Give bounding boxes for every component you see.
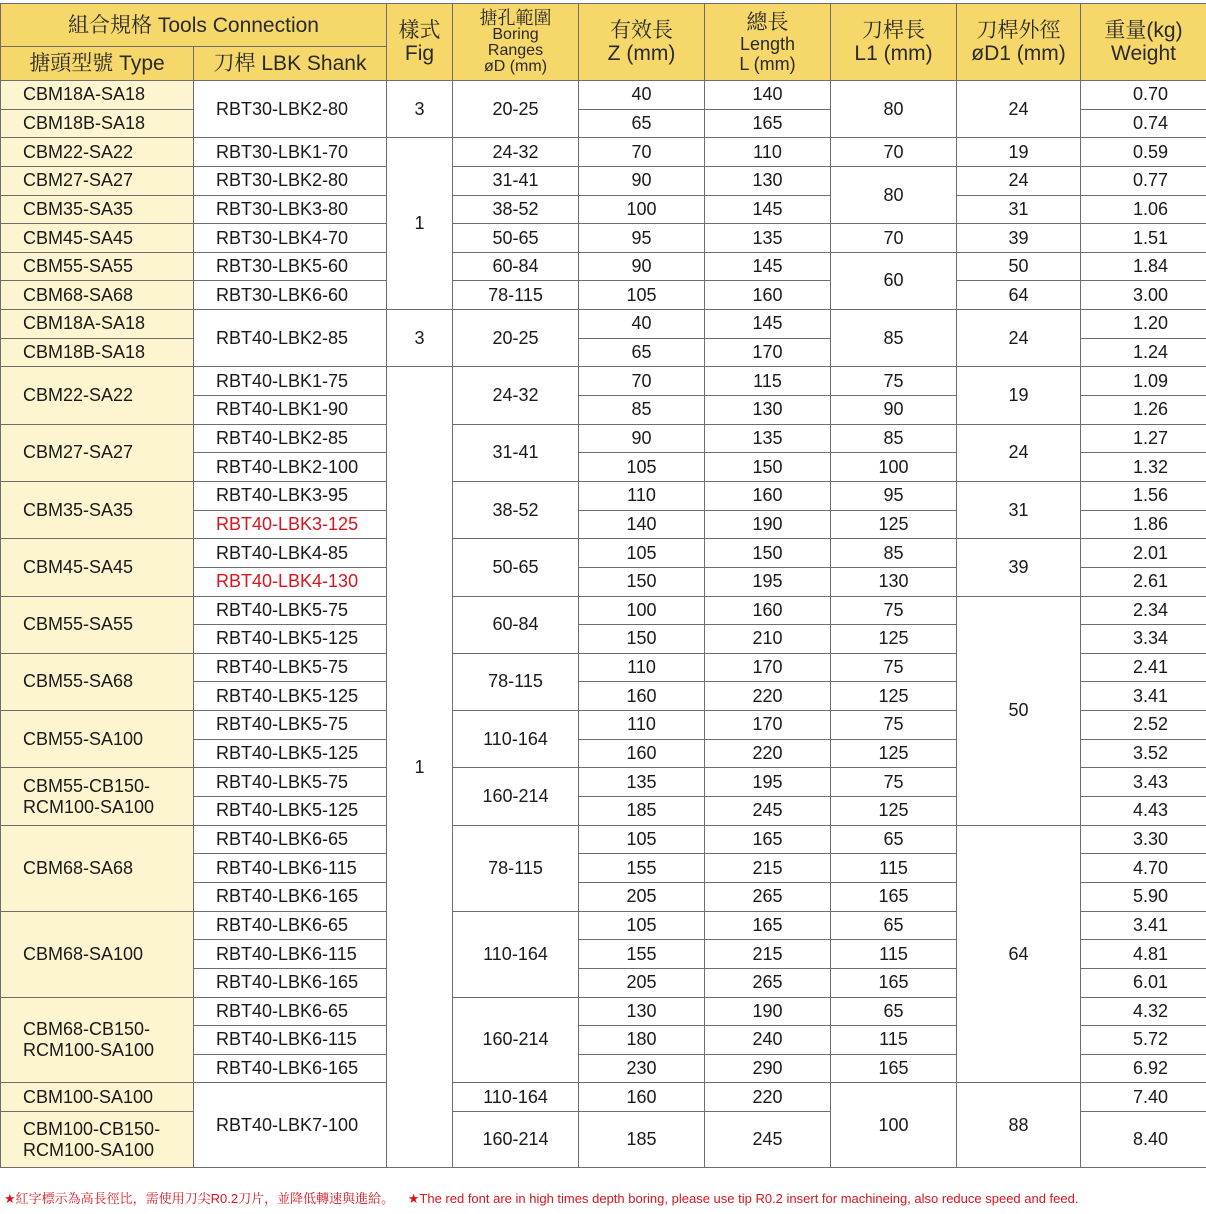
- table-row: [1, 1083, 1206, 1112]
- d1-cell: 19: [957, 367, 1081, 424]
- table-row: [1, 481, 1206, 510]
- z-cell: 110: [579, 481, 705, 510]
- weight-cell: 1.27: [1081, 424, 1206, 453]
- shank-header: 刀桿 LBK Shank: [194, 47, 387, 81]
- weight-cell: 6.92: [1081, 1054, 1206, 1083]
- boring-cell: 31-41: [453, 424, 579, 481]
- length-cell: 170: [705, 653, 831, 682]
- l1-header-en: L1 (mm): [854, 42, 933, 65]
- d1-cell: 19: [957, 138, 1081, 167]
- l1-cell: 95: [831, 481, 957, 510]
- boring-header-cn: 搪孔範圍: [479, 8, 552, 28]
- length-cell: 265: [705, 882, 831, 911]
- l1-cell: 115: [831, 940, 957, 969]
- shank-cell: RBT40-LBK5-125: [194, 739, 387, 768]
- table-row: [1, 539, 1206, 568]
- shank-cell: RBT30-LBK2-80: [194, 81, 387, 138]
- type-cell: CBM22-SA22: [1, 367, 194, 424]
- shank-cell: RBT40-LBK1-75: [194, 367, 387, 396]
- length-cell: 145: [705, 310, 831, 339]
- boring-cell: 24-32: [453, 367, 579, 424]
- table-row: [1, 596, 1206, 625]
- d1-cell: 31: [957, 195, 1081, 224]
- type-cell: CBM27-SA27: [1, 166, 194, 195]
- z-cell: 150: [579, 567, 705, 596]
- weight-header-cn: 重量(kg): [1104, 19, 1183, 42]
- z-cell: 110: [579, 653, 705, 682]
- type-cell: CBM55-SA55: [1, 596, 194, 653]
- z-cell: 40: [579, 310, 705, 339]
- l1-cell: 115: [831, 854, 957, 883]
- shank-cell-highlight: RBT40-LBK3-125: [194, 510, 387, 539]
- boring-header-unit: øD (mm): [483, 58, 548, 75]
- length-cell: 145: [705, 195, 831, 224]
- type-line: RCM100-SA100: [23, 1039, 155, 1060]
- z-cell: 230: [579, 1054, 705, 1083]
- shank-cell: RBT30-LBK5-60: [194, 252, 387, 281]
- z-cell: 105: [579, 453, 705, 482]
- shank-cell: RBT40-LBK2-85: [194, 424, 387, 453]
- type-cell: CBM55-SA68: [1, 653, 194, 710]
- d1-cell: 24: [957, 424, 1081, 481]
- weight-cell: 2.52: [1081, 711, 1206, 740]
- z-cell: 185: [579, 797, 705, 826]
- table-row: [1, 424, 1206, 453]
- length-cell: 150: [705, 539, 831, 568]
- table-row: [1, 310, 1206, 339]
- l1-cell: 125: [831, 797, 957, 826]
- type-cell: CBM35-SA35: [1, 195, 194, 224]
- type-cell: CBM68-SA68: [1, 825, 194, 911]
- d1-cell: 24: [957, 81, 1081, 138]
- z-cell: 105: [579, 281, 705, 310]
- length-header-unit: L (mm): [739, 53, 796, 74]
- z-cell: 160: [579, 1083, 705, 1112]
- length-header-en: Length: [739, 33, 796, 54]
- weight-cell: 3.41: [1081, 911, 1206, 940]
- z-cell: 95: [579, 224, 705, 253]
- z-cell: 160: [579, 739, 705, 768]
- weight-cell: 1.09: [1081, 367, 1206, 396]
- weight-cell: 3.52: [1081, 739, 1206, 768]
- footnote-en: ★The red font are in high times depth boring, please use tip R0.2 insert for machineing, also reduce speed and feed.: [407, 1191, 1079, 1206]
- weight-cell: 5.72: [1081, 1026, 1206, 1055]
- l1-cell: 100: [831, 1083, 957, 1168]
- weight-cell: 3.43: [1081, 768, 1206, 797]
- boring-cell: 20-25: [453, 310, 579, 367]
- boring-cell: 78-115: [453, 281, 579, 310]
- shank-cell: RBT40-LBK2-100: [194, 453, 387, 482]
- weight-cell: 0.77: [1081, 166, 1206, 195]
- length-header: [705, 4, 831, 81]
- length-cell: 115: [705, 367, 831, 396]
- z-header: [579, 4, 705, 81]
- boring-cell: 160-214: [453, 768, 579, 825]
- z-cell: 40: [579, 81, 705, 110]
- z-cell: 135: [579, 768, 705, 797]
- d1-cell: 24: [957, 310, 1081, 367]
- length-cell: 165: [705, 911, 831, 940]
- z-cell: 100: [579, 195, 705, 224]
- boring-cell: 60-84: [453, 252, 579, 281]
- footnote: [4, 1188, 1204, 1207]
- shank-cell: RBT40-LBK6-65: [194, 911, 387, 940]
- length-cell: 160: [705, 281, 831, 310]
- z-header-en: Z (mm): [607, 42, 676, 65]
- boring-cell: 160-214: [453, 1112, 579, 1168]
- shank-cell: RBT40-LBK6-165: [194, 882, 387, 911]
- length-cell: 130: [705, 396, 831, 425]
- z-cell: 90: [579, 424, 705, 453]
- type-line: CBM100-CB150-: [23, 1118, 161, 1139]
- z-cell: 205: [579, 968, 705, 997]
- weight-cell: 6.01: [1081, 968, 1206, 997]
- table-row: [1, 252, 1206, 281]
- length-cell: 215: [705, 940, 831, 969]
- weight-cell: 5.90: [1081, 882, 1206, 911]
- l1-cell: 65: [831, 825, 957, 854]
- shank-cell: RBT40-LBK6-115: [194, 940, 387, 969]
- l1-cell: 85: [831, 310, 957, 367]
- length-cell: 265: [705, 968, 831, 997]
- d1-cell: 39: [957, 539, 1081, 596]
- type-cell: [1, 768, 194, 825]
- z-cell: 105: [579, 911, 705, 940]
- z-cell: 70: [579, 138, 705, 167]
- table-row: [1, 166, 1206, 195]
- boring-cell: 110-164: [453, 911, 579, 997]
- weight-cell: 1.56: [1081, 481, 1206, 510]
- d1-header: [957, 4, 1081, 81]
- d1-cell: 39: [957, 224, 1081, 253]
- length-cell: 135: [705, 224, 831, 253]
- d1-cell: 50: [957, 252, 1081, 281]
- boring-cell: 38-52: [453, 481, 579, 538]
- l1-cell: 165: [831, 1054, 957, 1083]
- fig-header: [387, 4, 453, 81]
- shank-cell: RBT40-LBK6-165: [194, 1054, 387, 1083]
- tools-connection-header: 組合規格 Tools Connection: [1, 4, 387, 47]
- fig-header-en: Fig: [404, 42, 435, 65]
- d1-header-en: øD1 (mm): [971, 42, 1066, 65]
- d1-cell: 64: [957, 825, 1081, 1083]
- type-cell: [1, 1112, 194, 1168]
- type-line: RCM100-SA100: [23, 796, 155, 817]
- shank-cell: RBT30-LBK6-60: [194, 281, 387, 310]
- length-cell: 245: [705, 797, 831, 826]
- length-cell: 245: [705, 1112, 831, 1168]
- d1-header-cn: 刀桿外徑: [976, 19, 1061, 42]
- length-cell: 195: [705, 567, 831, 596]
- z-cell: 85: [579, 396, 705, 425]
- l1-cell: 90: [831, 396, 957, 425]
- type-cell: CBM22-SA22: [1, 138, 194, 167]
- type-cell: CBM45-SA45: [1, 539, 194, 596]
- type-cell: CBM18B-SA18: [1, 109, 194, 138]
- l1-cell: 100: [831, 453, 957, 482]
- table-row: [1, 138, 1206, 167]
- shank-cell: RBT30-LBK1-70: [194, 138, 387, 167]
- l1-cell: 125: [831, 625, 957, 654]
- z-cell: 70: [579, 367, 705, 396]
- z-cell: 105: [579, 539, 705, 568]
- l1-cell: 130: [831, 567, 957, 596]
- type-line: CBM68-CB150-: [23, 1018, 151, 1039]
- boring-cell: 60-84: [453, 596, 579, 653]
- length-cell: 110: [705, 138, 831, 167]
- weight-cell: 3.41: [1081, 682, 1206, 711]
- l1-cell: 125: [831, 739, 957, 768]
- boring-cell: 78-115: [453, 825, 579, 911]
- z-cell: 185: [579, 1112, 705, 1168]
- fig-cell: 1: [387, 367, 453, 1168]
- weight-cell: 4.32: [1081, 997, 1206, 1026]
- shank-cell: RBT40-LBK6-115: [194, 854, 387, 883]
- z-cell: 65: [579, 338, 705, 367]
- shank-cell: RBT40-LBK3-95: [194, 481, 387, 510]
- weight-cell: 0.70: [1081, 81, 1206, 110]
- weight-cell: 1.51: [1081, 224, 1206, 253]
- type-cell: CBM55-SA100: [1, 711, 194, 768]
- l1-cell: 80: [831, 166, 957, 223]
- l1-cell: 115: [831, 1026, 957, 1055]
- d1-cell: 31: [957, 481, 1081, 538]
- type-line: RCM100-SA100: [23, 1139, 155, 1160]
- d1-cell: 88: [957, 1083, 1081, 1168]
- l1-cell: 75: [831, 653, 957, 682]
- type-cell: CBM55-SA55: [1, 252, 194, 281]
- weight-cell: 1.86: [1081, 510, 1206, 539]
- tools-connection-table: [0, 3, 1206, 1168]
- length-cell: 145: [705, 252, 831, 281]
- type-cell: CBM35-SA35: [1, 481, 194, 538]
- weight-cell: 2.34: [1081, 596, 1206, 625]
- shank-cell: RBT40-LBK5-125: [194, 625, 387, 654]
- length-cell: 190: [705, 510, 831, 539]
- shank-cell: RBT40-LBK6-65: [194, 997, 387, 1026]
- d1-cell: 64: [957, 281, 1081, 310]
- fig-cell: 1: [387, 138, 453, 310]
- type-line: CBM55-CB150-: [23, 775, 151, 796]
- weight-cell: 4.81: [1081, 940, 1206, 969]
- shank-cell: RBT40-LBK5-125: [194, 797, 387, 826]
- weight-cell: 7.40: [1081, 1083, 1206, 1112]
- shank-cell: RBT30-LBK3-80: [194, 195, 387, 224]
- z-cell: 155: [579, 940, 705, 969]
- l1-cell: 75: [831, 367, 957, 396]
- shank-cell: RBT40-LBK5-75: [194, 711, 387, 740]
- boring-cell: 20-25: [453, 81, 579, 138]
- weight-cell: 1.24: [1081, 338, 1206, 367]
- z-cell: 160: [579, 682, 705, 711]
- l1-cell: 125: [831, 682, 957, 711]
- weight-cell: 1.84: [1081, 252, 1206, 281]
- length-cell: 165: [705, 109, 831, 138]
- l1-cell: 165: [831, 968, 957, 997]
- z-cell: 205: [579, 882, 705, 911]
- table-row: [1, 195, 1206, 224]
- shank-cell-highlight: RBT40-LBK4-130: [194, 567, 387, 596]
- table-row: [1, 81, 1206, 110]
- weight-header: [1081, 4, 1206, 81]
- weight-cell: 2.01: [1081, 539, 1206, 568]
- length-cell: 160: [705, 481, 831, 510]
- shank-cell: RBT30-LBK4-70: [194, 224, 387, 253]
- z-cell: 150: [579, 625, 705, 654]
- shank-cell: RBT40-LBK1-90: [194, 396, 387, 425]
- l1-cell: 85: [831, 424, 957, 453]
- table-row: [1, 367, 1206, 396]
- shank-cell: RBT40-LBK5-75: [194, 653, 387, 682]
- weight-cell: 3.00: [1081, 281, 1206, 310]
- z-cell: 155: [579, 854, 705, 883]
- shank-cell: RBT40-LBK4-85: [194, 539, 387, 568]
- shank-cell: RBT40-LBK5-125: [194, 682, 387, 711]
- boring-cell: 31-41: [453, 166, 579, 195]
- length-cell: 130: [705, 166, 831, 195]
- table-row: [1, 281, 1206, 310]
- boring-cell: 160-214: [453, 997, 579, 1083]
- shank-cell: RBT40-LBK6-115: [194, 1026, 387, 1055]
- weight-cell: 1.26: [1081, 396, 1206, 425]
- weight-cell: 1.32: [1081, 453, 1206, 482]
- fig-header-cn: 樣式: [398, 19, 441, 42]
- l1-cell: 125: [831, 510, 957, 539]
- l1-cell: 70: [831, 224, 957, 253]
- z-header-cn: 有效長: [610, 19, 673, 42]
- length-cell: 170: [705, 711, 831, 740]
- length-cell: 220: [705, 739, 831, 768]
- length-cell: 220: [705, 682, 831, 711]
- boring-header-en1: Boring: [492, 26, 539, 43]
- l1-cell: 75: [831, 768, 957, 797]
- length-cell: 195: [705, 768, 831, 797]
- weight-cell: 4.43: [1081, 797, 1206, 826]
- weight-cell: 3.34: [1081, 625, 1206, 654]
- type-cell: [1, 997, 194, 1083]
- shank-cell: RBT40-LBK6-65: [194, 825, 387, 854]
- footnote-cn: ★紅字標示為高長徑比，需使用刀尖R0.2刀片，並降低轉速與進給。: [4, 1191, 395, 1206]
- shank-cell: RBT40-LBK5-75: [194, 596, 387, 625]
- l1-cell: 70: [831, 138, 957, 167]
- length-cell: 215: [705, 854, 831, 883]
- z-cell: 105: [579, 825, 705, 854]
- boring-cell: 24-32: [453, 138, 579, 167]
- shank-cell: RBT40-LBK2-85: [194, 310, 387, 367]
- length-cell: 190: [705, 997, 831, 1026]
- boring-header: [453, 4, 579, 81]
- l1-cell: 75: [831, 711, 957, 740]
- boring-cell: 38-52: [453, 195, 579, 224]
- length-cell: 135: [705, 424, 831, 453]
- z-cell: 90: [579, 166, 705, 195]
- type-header: 搪頭型號 Type: [1, 47, 194, 81]
- weight-cell: 4.70: [1081, 854, 1206, 883]
- shank-cell: RBT40-LBK6-165: [194, 968, 387, 997]
- weight-cell: 2.41: [1081, 653, 1206, 682]
- table-row: [1, 825, 1206, 854]
- length-cell: 165: [705, 825, 831, 854]
- l1-header: [831, 4, 957, 81]
- type-cell: CBM68-SA68: [1, 281, 194, 310]
- l1-cell: 65: [831, 911, 957, 940]
- type-cell: CBM100-SA100: [1, 1083, 194, 1112]
- l1-cell: 85: [831, 539, 957, 568]
- l1-header-cn: 刀桿長: [862, 19, 925, 42]
- length-cell: 240: [705, 1026, 831, 1055]
- l1-cell: 80: [831, 81, 957, 138]
- type-cell: CBM27-SA27: [1, 424, 194, 481]
- length-cell: 290: [705, 1054, 831, 1083]
- weight-cell: 0.74: [1081, 109, 1206, 138]
- length-cell: 170: [705, 338, 831, 367]
- z-cell: 100: [579, 596, 705, 625]
- z-cell: 65: [579, 109, 705, 138]
- weight-cell: 1.06: [1081, 195, 1206, 224]
- shank-cell: RBT40-LBK5-75: [194, 768, 387, 797]
- l1-cell: 65: [831, 997, 957, 1026]
- z-cell: 140: [579, 510, 705, 539]
- z-cell: 130: [579, 997, 705, 1026]
- length-cell: 220: [705, 1083, 831, 1112]
- l1-cell: 165: [831, 882, 957, 911]
- boring-header-en2: Ranges: [487, 42, 544, 59]
- boring-cell: 110-164: [453, 711, 579, 768]
- type-cell: CBM45-SA45: [1, 224, 194, 253]
- type-cell: CBM18A-SA18: [1, 310, 194, 339]
- z-cell: 90: [579, 252, 705, 281]
- z-cell: 180: [579, 1026, 705, 1055]
- l1-cell: 75: [831, 596, 957, 625]
- z-cell: 110: [579, 711, 705, 740]
- boring-cell: 110-164: [453, 1083, 579, 1112]
- weight-cell: 8.40: [1081, 1112, 1206, 1168]
- weight-cell: 1.20: [1081, 310, 1206, 339]
- type-cell: CBM18A-SA18: [1, 81, 194, 110]
- fig-cell: 3: [387, 310, 453, 367]
- l1-cell: 60: [831, 252, 957, 309]
- length-header-cn: 總長: [746, 10, 789, 34]
- length-cell: 140: [705, 81, 831, 110]
- boring-cell: 78-115: [453, 653, 579, 710]
- shank-cell: RBT40-LBK7-100: [194, 1083, 387, 1168]
- fig-cell: 3: [387, 81, 453, 138]
- type-cell: CBM18B-SA18: [1, 338, 194, 367]
- length-cell: 160: [705, 596, 831, 625]
- table-row: [1, 224, 1206, 253]
- boring-cell: 50-65: [453, 224, 579, 253]
- length-cell: 150: [705, 453, 831, 482]
- shank-cell: RBT30-LBK2-80: [194, 166, 387, 195]
- weight-cell: 2.61: [1081, 567, 1206, 596]
- weight-cell: 0.59: [1081, 138, 1206, 167]
- length-cell: 210: [705, 625, 831, 654]
- weight-header-en: Weight: [1111, 42, 1176, 65]
- d1-cell: 24: [957, 166, 1081, 195]
- boring-cell: 50-65: [453, 539, 579, 596]
- weight-cell: 3.30: [1081, 825, 1206, 854]
- d1-cell: 50: [957, 596, 1081, 825]
- type-cell: CBM68-SA100: [1, 911, 194, 997]
